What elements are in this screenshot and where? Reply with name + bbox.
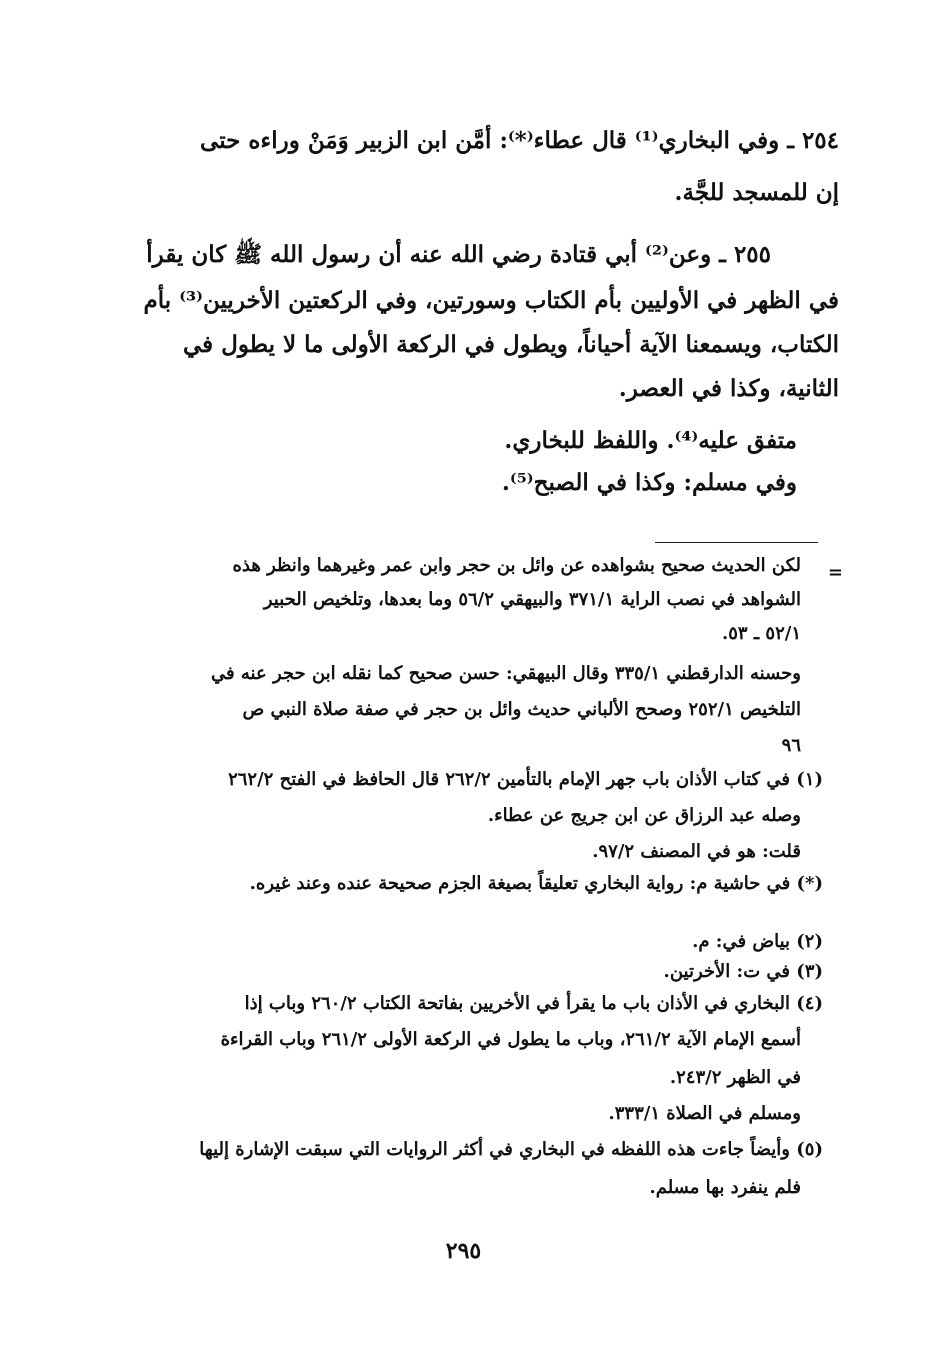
footnote-star: (*) في حاشية م: رواية البخاري تعليقاً بصيغة الجزم صحيحة عنده وعند غيره. <box>249 873 823 894</box>
hadith-254-line-1: ٢٥٤ ـ وفي البخاري⁽¹⁾ قال عطاء⁽*⁾: أمَّن ابن الزبير وَمَنْ وراءه حتى <box>200 127 839 154</box>
page-number: ٢٩٥ <box>445 1238 482 1264</box>
footnote-cont-line-1: لكن الحديث صحيح بشواهده عن وائل بن حجر وابن عمر وغيرهما وانظر هذه <box>232 555 801 576</box>
footnote-cont-line-4: وحسنه الدارقطني ٣٣٥/١ وقال البيهقي: حسن صحيح كما نقله ابن حجر عنه في <box>211 663 801 684</box>
muslim-line: وفي مسلم: وكذا في الصبح⁽⁵⁾. <box>501 469 797 496</box>
hadith-255-line-2: في الظهر في الأوليين بأم الكتاب وسورتين، وفي الركعتين الأخريين⁽³⁾ بأم <box>143 287 839 314</box>
footnote-1-line-1: (١) في كتاب الأذان باب جهر الإمام بالتأمين ٢٦٢/٢ قال الحافظ في الفتح ٢٦٢/٢ <box>228 769 823 790</box>
footnote-4-line-4: ومسلم في الصلاة ٣٣٣/١. <box>608 1103 801 1124</box>
footnote-5-line-2: فلم ينفرد بها مسلم. <box>649 1177 801 1198</box>
footnote-4-line-1: (٤) البخاري في الأذان باب ما يقرأ في الأخريين بفاتحة الكتاب ٢٦٠/٢ وباب إذا <box>244 993 823 1014</box>
footnote-4-line-3: في الظهر ٢٤٣/٢. <box>669 1067 801 1088</box>
continuation-mark: = <box>827 562 843 583</box>
footnote-cont-line-2: الشواهد في نصب الراية ٣٧١/١ والبيهقي ٥٦/٢ وما بعدها، وتلخيص الحبير <box>263 589 801 610</box>
footnote-1-line-2: وصله عبد الرزاق عن ابن جريج عن عطاء. <box>487 805 801 826</box>
agreed-upon-line: متفق عليه⁽⁴⁾. واللفظ للبخاري. <box>504 427 797 454</box>
footnote-cont-line-5: التلخيص ٢٥٢/١ وصحح الألباني حديث وائل بن حجر في صفة صلاة النبي ص <box>242 699 801 720</box>
footnote-separator <box>655 542 818 543</box>
footnote-3: (٣) في ت: الأخرتين. <box>663 961 823 982</box>
footnote-1-line-3: قلت: هو في المصنف ٩٧/٢. <box>592 841 801 862</box>
hadith-255-line-4: الثانية، وكذا في العصر. <box>618 375 839 402</box>
footnote-cont-line-3: ٥٢/١ ـ ٥٣. <box>721 623 801 644</box>
hadith-255-line-3: الكتاب، ويسمعنا الآية أحياناً، ويطول في الركعة الأولى ما لا يطول في <box>182 331 839 358</box>
hadith-254-line-2: إن للمسجد للجَّة. <box>674 179 839 206</box>
footnote-cont-line-6: ٩٦ <box>781 735 801 756</box>
footnote-2: (٢) بياض في: م. <box>692 931 823 952</box>
footnote-4-line-2: أسمع الإمام الآية ٢٦١/٢، وباب ما يطول في الركعة الأولى ٢٦١/٢ وباب القراءة <box>220 1029 801 1050</box>
hadith-255-line-1: ٢٥٥ ـ وعن⁽²⁾ أبي قتادة رضي الله عنه أن رسول الله ﷺ كان يقرأ <box>146 241 771 268</box>
footnote-5-line-1: (٥) وأيضاً جاءت هذه اللفظه في البخاري في أكثر الروايات التي سبقت الإشارة إليها <box>199 1139 823 1160</box>
